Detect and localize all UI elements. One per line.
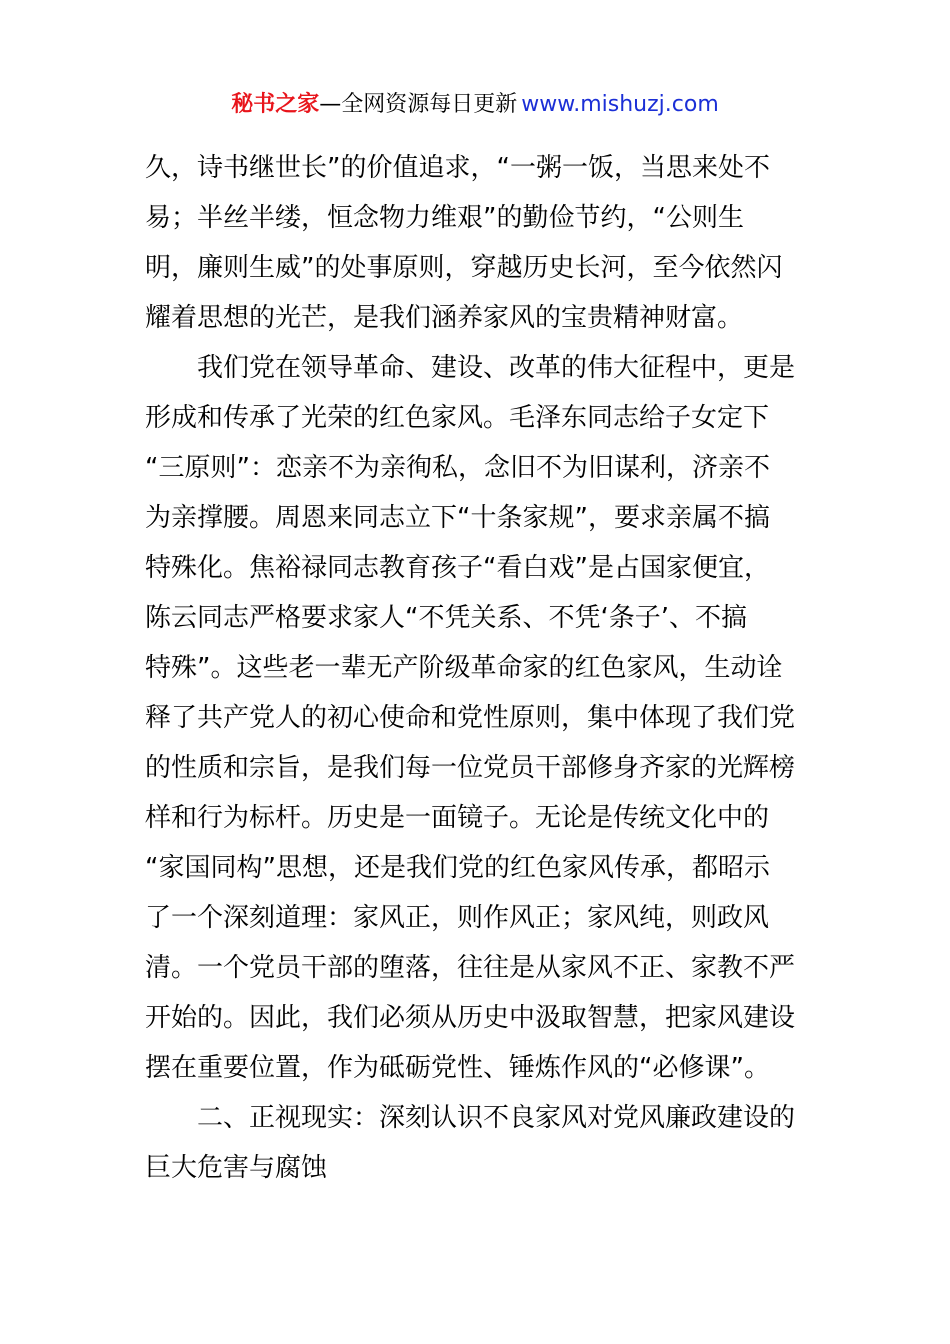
text-line: 开始的。因此，我们必须从历史中汲取智慧，把家风建设 xyxy=(145,1003,796,1033)
section-heading-line: 巨大危害与腐蚀 xyxy=(145,1153,328,1183)
header-slogan: —全网资源每日更新 xyxy=(319,92,518,117)
text-line: 为亲撑腰。周恩来同志立下“十条家规”，要求亲属不搞 xyxy=(145,503,770,533)
text-line: 久，诗书继世长”的价值追求，“一粥一饭，当思来处不 xyxy=(145,153,770,183)
text-line: 陈云同志严格要求家人“不凭关系、不凭‘条子’、不搞 xyxy=(145,603,747,633)
document-body xyxy=(145,143,809,1193)
section-heading-line: 二、正视现实：深刻认识不良家风对党风廉政建设的 xyxy=(145,1103,796,1133)
text-line: 的性质和宗旨，是我们每一位党员干部修身齐家的光辉榜 xyxy=(145,753,796,783)
text-line: 特殊化。焦裕禄同志教育孩子“看白戏”是占国家便宜， xyxy=(145,553,770,583)
text-line: 样和行为标杆。历史是一面镜子。无论是传统文化中的 xyxy=(145,803,770,833)
text-line: 清。一个党员干部的堕落，往往是从家风不正、家教不严 xyxy=(145,953,796,983)
text-line: “三原则”：恋亲不为亲徇私，念旧不为旧谋利，济亲不 xyxy=(145,453,770,483)
text-line: 明，廉则生威”的处事原则，穿越历史长河，至今依然闪 xyxy=(145,253,783,283)
site-header xyxy=(0,90,950,120)
text-line: 了一个深刻道理：家风正，则作风正；家风纯，则政风 xyxy=(145,903,770,933)
text-line: 释了共产党人的初心使命和党性原则，集中体现了我们党 xyxy=(145,703,796,733)
text-line: 耀着思想的光芒，是我们涵养家风的宝贵精神财富。 xyxy=(145,303,744,333)
text-line: 形成和传承了光荣的红色家风。毛泽东同志给子女定下 xyxy=(145,403,770,433)
text-line: 摆在重要位置，作为砥砺党性、锤炼作风的“必修课”。 xyxy=(145,1053,770,1083)
text-line: 特殊”。这些老一辈无产阶级革命家的红色家风，生动诠 xyxy=(145,653,783,683)
text-line: 我们党在领导革命、建设、改革的伟大征程中，更是 xyxy=(145,353,796,383)
text-line: 易；半丝半缕，恒念物力维艰”的勤俭节约，“公则生 xyxy=(145,203,744,233)
brand-name: 秘书之家 xyxy=(231,92,320,117)
text-line: “家国同构”思想，还是我们党的红色家风传承，都昭示 xyxy=(145,853,770,883)
site-url-link[interactable]: www.mishuzj.com xyxy=(521,92,719,117)
